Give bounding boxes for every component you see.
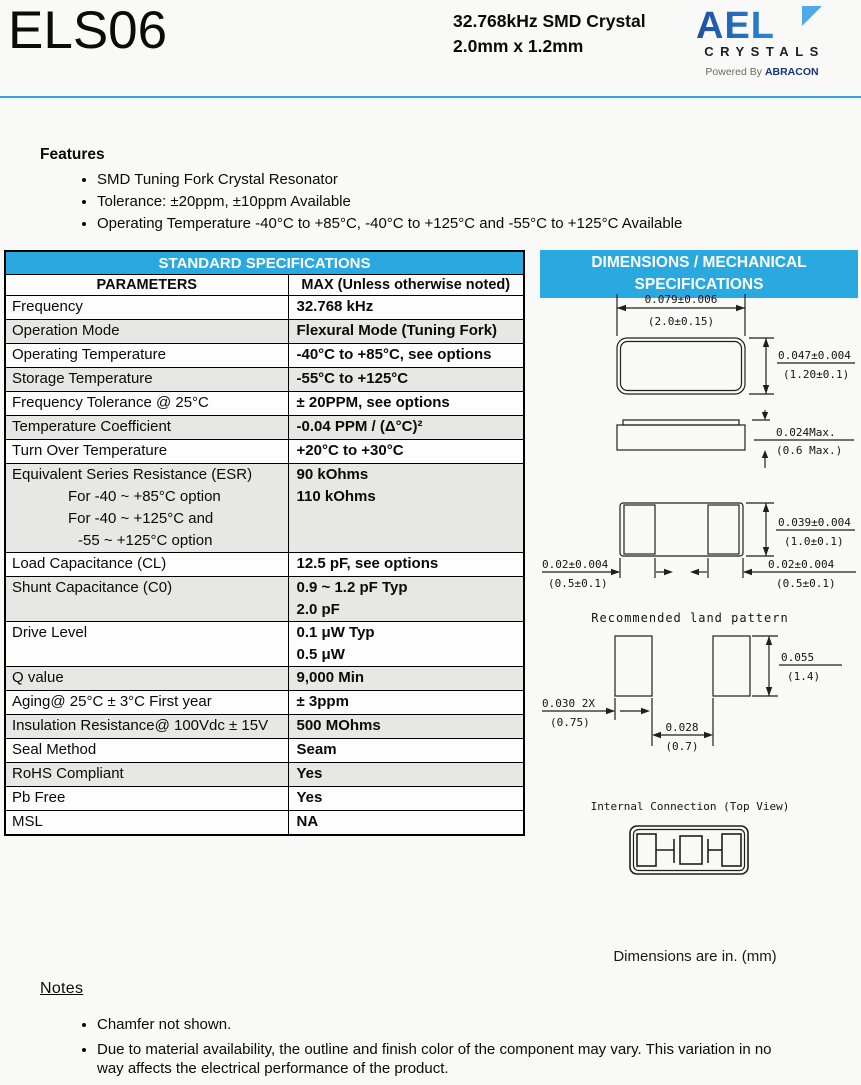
part-number: ELS06 [8, 1, 168, 60]
svg-text:(1.0±0.1): (1.0±0.1) [784, 535, 844, 548]
table-row: Frequency Tolerance @ 25°C ± 20PPM, see options [5, 392, 524, 416]
logo-subtext: CRYSTALS [704, 44, 825, 59]
svg-text:AEL: AEL [696, 5, 775, 43]
svg-text:(0.5±0.1): (0.5±0.1) [776, 577, 836, 590]
svg-text:0.02±0.004: 0.02±0.004 [542, 558, 609, 571]
drawing-internal-connection [540, 792, 858, 892]
svg-text:0.055: 0.055 [781, 651, 815, 664]
features-heading: Features [40, 146, 105, 163]
spec-table-title: STANDARD SPECIFICATIONS [5, 251, 524, 275]
svg-text:(1.4): (1.4) [787, 670, 821, 683]
units-note: Dimensions are in. (mm) [613, 948, 777, 965]
table-row: Load Capacitance (CL) 12.5 pF, see options [5, 553, 524, 577]
table-row: MSL NA [5, 811, 524, 836]
svg-text:0.030 2X: 0.030 2X [542, 697, 595, 710]
logo-triangle-icon [802, 6, 822, 26]
abracon-brand: ABRACON [764, 66, 819, 78]
svg-text:0.028: 0.028 [665, 721, 699, 734]
svg-text:(2.0±0.15): (2.0±0.15) [647, 315, 715, 328]
table-row: Frequency 32.768 kHz [5, 296, 524, 320]
notes-section [40, 980, 780, 1084]
ael-logo-icon [696, 5, 828, 43]
table-row: RoHS Compliant Yes [5, 763, 524, 787]
table-row-esr: Equivalent Series Resistance (ESR) For -40 ~ +85°C option For -40 ~ +125°C and -55 ~ +125°C option 90 kOhms 110 kOhms [5, 464, 524, 553]
product-subtitle [453, 9, 646, 59]
table-row: Pb Free Yes [5, 787, 524, 811]
svg-text:Recommended land pattern: Recommended land pattern [591, 611, 789, 625]
table-row: Q value 9,000 Min [5, 667, 524, 691]
note-item: • Due to material availability, the outline and finish color of the component may vary. This variation in no way affects the electrical performance of the product. [97, 1040, 780, 1079]
svg-text:(0.6 Max.): (0.6 Max.) [776, 444, 843, 457]
table-row: Temperature Coefficient -0.04 PPM / (Δ°C)² [5, 416, 524, 440]
table-row: Operating Temperature -40°C to +85°C, see options [5, 344, 524, 368]
features-section [40, 146, 820, 237]
spec-table [4, 250, 525, 836]
brand-logo [686, 5, 838, 78]
notes-list [40, 1015, 780, 1079]
table-row: Turn Over Temperature +20°C to +30°C [5, 440, 524, 464]
note-item: • Chamfer not shown. [97, 1015, 780, 1035]
table-row: Drive Level 0.1 μW Typ 0.5 μW [5, 622, 524, 667]
product-title: 32.768kHz SMD Crystal [453, 11, 646, 31]
drawing-bottom-view [540, 476, 858, 601]
svg-text:Internal Connection (Top View): Internal Connection (Top View) [590, 800, 790, 813]
product-size: 2.0mm x 1.2mm [453, 36, 584, 56]
table-row: Seal Method Seam [5, 739, 524, 763]
col-header-parameters: PARAMETERS [5, 275, 288, 296]
drawing-top-view [540, 288, 858, 410]
feature-item: • Tolerance: ±20ppm, ±10ppm Available [97, 193, 820, 210]
table-row: Storage Temperature -55°C to +125°C [5, 368, 524, 392]
powered-by: Powered By ABRACON [705, 66, 819, 78]
dimensions-panel-title: DIMENSIONS / MECHANICAL SPECIFICATIONS [540, 250, 858, 298]
feature-item: • SMD Tuning Fork Crystal Resonator [97, 171, 820, 188]
table-row: Shunt Capacitance (C0) 0.9 ~ 1.2 pF Typ 2.0 pF [5, 577, 524, 622]
svg-text:(0.75): (0.75) [550, 716, 590, 729]
table-row: Aging@ 25°C ± 3°C First year ± 3ppm [5, 691, 524, 715]
notes-heading: Notes [40, 980, 84, 997]
col-header-max: MAX (Unless otherwise noted) [288, 275, 524, 296]
svg-text:(1.20±0.1): (1.20±0.1) [783, 368, 850, 381]
header-divider [0, 96, 861, 98]
svg-text:(0.7): (0.7) [665, 740, 699, 753]
svg-text:0.024Max.: 0.024Max. [776, 426, 836, 439]
feature-item: • Operating Temperature -40°C to +85°C, -40°C to +125°C and -55°C to +125°C Available [97, 215, 820, 232]
svg-text:0.047±0.004: 0.047±0.004 [778, 349, 851, 362]
features-list [40, 171, 820, 232]
svg-text:0.079±0.006: 0.079±0.006 [644, 293, 718, 306]
svg-text:0.02±0.004: 0.02±0.004 [768, 558, 835, 571]
table-row: Operation Mode Flexural Mode (Tuning Fork) [5, 320, 524, 344]
drawing-land-pattern [540, 606, 858, 758]
table-row: Insulation Resistance@ 100Vdc ± 15V 500 MOhms [5, 715, 524, 739]
drawing-side-view [540, 410, 858, 478]
svg-text:(0.5±0.1): (0.5±0.1) [548, 577, 608, 590]
svg-text:0.039±0.004: 0.039±0.004 [778, 516, 851, 529]
